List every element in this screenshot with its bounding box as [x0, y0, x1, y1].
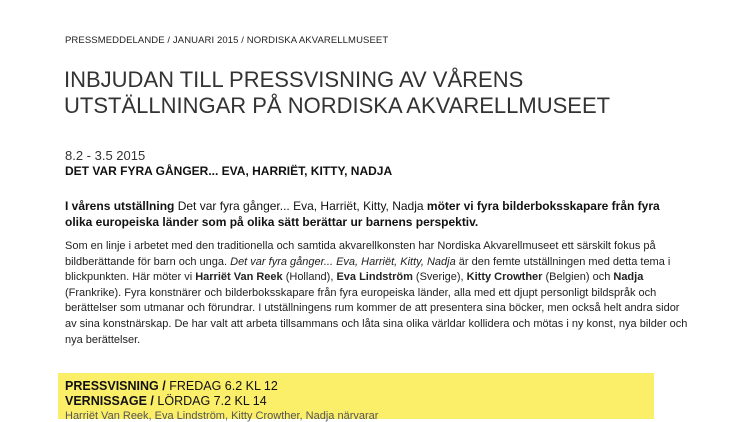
artist-country: (Holland),: [282, 271, 337, 284]
press-viewing-date: FREDAG 6.2 KL 12: [169, 379, 278, 393]
artist-name: Kitty Crowther: [466, 271, 543, 284]
page-title: [64, 67, 704, 119]
body-paragraph: [65, 239, 690, 348]
body-sentence-1: Som en linje i arbetet med den traditionella och samtida akvarellkonsten har Nordiska Akvarellmuseet ett särskilt fokus på bildberättande för barn och unga.: [65, 240, 656, 268]
artist-name: Eva Lindström: [336, 271, 413, 284]
artist-country: (Belgien) och: [542, 271, 614, 284]
lede-bold-intro: I vårens utställning: [65, 199, 175, 213]
body-sentence-3: (Frankrike). Fyra konstnärer och bilderboksskapare från fyra europeiska länder, alla med ett djupt personligt bildspråk och berättelser som utmanar och förundrar. I utställningens rum kommer de att presentera sina böcker, men också helt andra sidor av sina konstnärskap. De har valt att arbeta tillsammans och låta sina olika världar kollidera och mötas i ny konst, nya bilder och nya berättelser.: [65, 286, 688, 346]
lede-bold-rest: möter vi fyra bilderboksskapare från fyra olika europeiska länder som på olika sätt berättar ur barnens perspektiv.: [65, 199, 660, 229]
body-sentence-2: är den femte utställningen med detta tema i blickpunkten. Här möter vi: [65, 255, 671, 284]
body-exhibition-title: Det var fyra gånger... Eva, Harriët, Kitty, Nadja: [230, 255, 456, 268]
vernissage-date: LÖRDAG 7.2 KL 14: [157, 394, 267, 408]
vernissage-line: [65, 394, 267, 408]
artist-country: (Sverige),: [412, 271, 467, 284]
artist-name: Nadja: [613, 271, 644, 284]
breadcrumb: PRESSMEDDELANDE / JANUARI 2015 / NORDISKA AKVARELLMUSEET: [65, 35, 389, 46]
attendance-line: Harriët Van Reek, Eva Lindström, Kitty Crowther, Nadja närvarar: [65, 410, 379, 422]
vernissage-label: VERNISSAGE /: [65, 394, 158, 408]
artist-name: Harriët Van Reek: [195, 271, 283, 284]
exhibition-title: DET VAR FYRA GÅNGER... EVA, HARRIËT, KITTY, NADJA: [65, 164, 393, 178]
title-line-1: INBJUDAN TILL PRESSVISNING AV VÅRENS: [64, 67, 524, 92]
press-viewing-label: PRESSVISNING /: [65, 379, 170, 393]
lede-paragraph: [65, 198, 685, 230]
title-line-2: UTSTÄLLNINGAR PÅ NORDISKA AKVARELLMUSEET: [64, 93, 611, 118]
lede-exhibition-name: Det var fyra gånger... Eva, Harriët, Kitty, Nadja: [174, 199, 427, 213]
exhibition-dates: 8.2 - 3.5 2015: [65, 148, 146, 163]
press-viewing-line: [65, 379, 278, 393]
